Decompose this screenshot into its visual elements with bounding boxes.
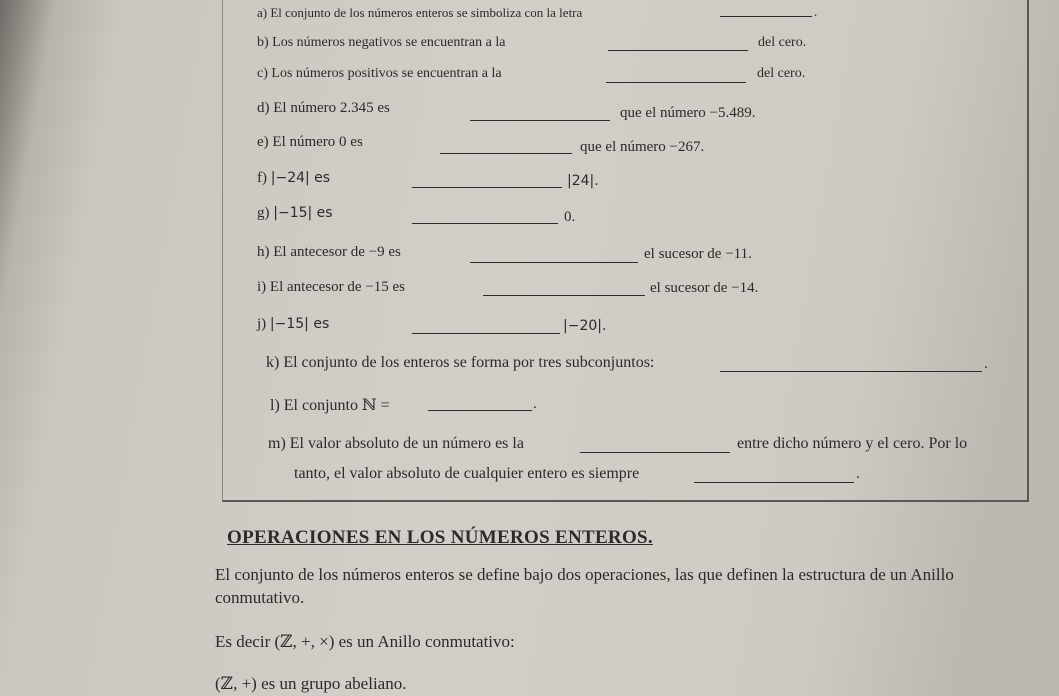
answer-blank-l[interactable] [428,410,532,411]
item-label: b) [257,35,269,50]
answer-blank-b[interactable] [608,50,748,51]
item-text: El antecesor de −9 es [273,244,401,260]
answer-blank-k[interactable] [720,371,982,372]
item-end: del cero. [757,66,806,81]
item-end: . [814,4,818,19]
item-label: l) [270,397,280,414]
answer-blank-g[interactable] [412,223,558,224]
answer-blank-c[interactable] [606,82,746,83]
item-label: d) [257,100,270,116]
answer-blank-i[interactable] [483,295,645,296]
item-end: |24|. [567,173,599,189]
item-label: f) [257,170,267,186]
answer-blank-d[interactable] [470,120,610,121]
exercise-f [257,170,330,187]
item-label: i) [257,279,267,295]
item-end: |−20|. [563,318,607,334]
section-paragraph-continuation: conmutativo. [215,588,305,607]
answer-blank-m2[interactable] [694,482,854,483]
item-end: entre dicho número y el cero. Por lo [737,435,968,452]
answer-blank-a[interactable] [720,16,812,17]
item-text: El número 2.345 es [273,100,390,116]
exercise-e [257,134,363,151]
item-text: |−24| es [270,170,331,186]
item-text: El número 0 es [272,134,363,150]
answer-blank-f[interactable] [412,187,562,188]
item-text: Los números negativos se encuentran a la [272,35,506,50]
item-text: |−15| es [273,205,333,221]
item-end: del cero. [758,35,807,50]
item-label: a) [257,5,268,20]
exercise-m-continuation: tanto, el valor absoluto de cualquier entero es siempre [294,465,640,482]
item-end: 0. [564,209,576,225]
item-end: . [856,466,860,482]
item-end: el sucesor de −11. [644,246,752,262]
section-paragraph: El conjunto de los números enteros se define bajo dos operaciones, las que definen la estructura de un Anillo [215,565,954,584]
item-end: que el número −5.489. [620,105,756,121]
item-label: g) [257,205,270,221]
section-heading: OPERACIONES EN LOS NÚMEROS ENTEROS. [227,527,653,548]
exercise-b [257,35,505,51]
exercise-c [257,66,502,82]
ring-statement: Es decir (ℤ, +, ×) es un Anillo conmutativo: [215,632,515,651]
item-end: . [533,396,537,412]
item-text: El conjunto de los números enteros se simboliza con la letra [270,5,583,20]
item-end: . [984,356,988,372]
item-text: El antecesor de −15 es [269,279,405,295]
item-label: k) [266,354,280,371]
answer-blank-m1[interactable] [580,452,730,453]
item-end: que el número −267. [580,139,705,155]
item-label: h) [257,244,270,260]
item-label: c) [257,66,268,81]
item-label: m) [268,435,286,452]
item-label: j) [257,316,267,332]
item-text: |−15| es [269,316,330,332]
item-text: El conjunto de los enteros se forma por tres subconjuntos: [283,354,655,371]
item-text: El valor absoluto de un número es la [289,435,524,452]
exercise-h [257,244,401,261]
answer-blank-h[interactable] [470,262,638,263]
exercise-g [257,205,333,222]
exercise-d [257,100,390,117]
exercise-a [257,5,582,21]
item-text: Los números positivos se encuentran a la [271,66,502,81]
exercise-l [270,395,390,415]
answer-blank-j[interactable] [412,333,560,334]
exercise-m [268,435,524,453]
group-statement: (ℤ, +) es un grupo abeliano. [215,674,407,693]
item-end: el sucesor de −14. [650,280,759,296]
exercise-j [257,316,329,333]
item-label: e) [257,134,269,150]
exercise-i [257,279,405,296]
item-text: El conjunto ℕ = [283,397,390,414]
exercise-k [266,354,654,372]
answer-blank-e[interactable] [440,153,572,154]
